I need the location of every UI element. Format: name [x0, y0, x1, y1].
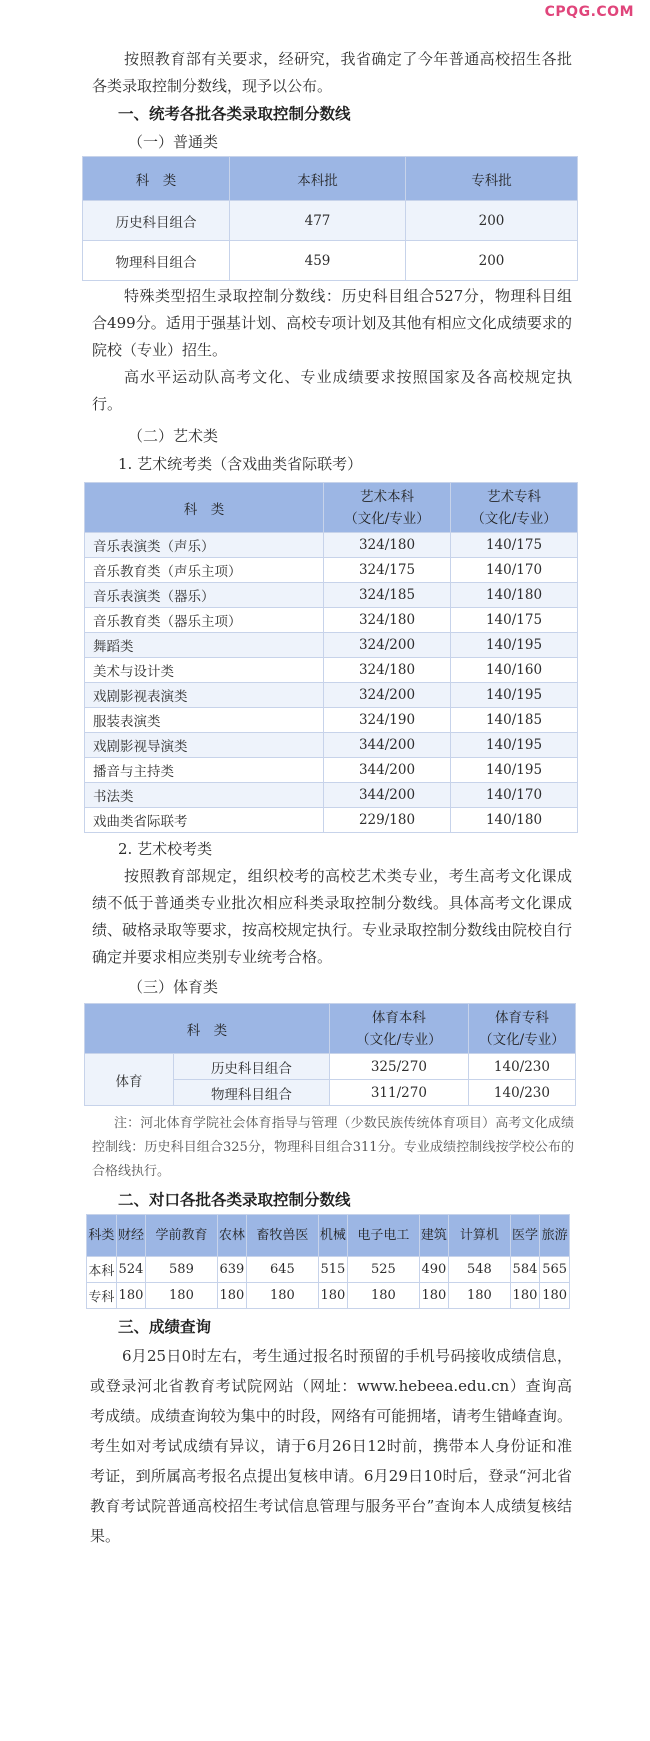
subject-cell: 历史科目组合	[174, 1054, 330, 1080]
score-cell: 180	[247, 1283, 318, 1309]
score-cell: 180	[449, 1283, 510, 1309]
vocational-header-cell: 农林	[217, 1215, 247, 1257]
vocational-header-cell: 财经	[116, 1215, 146, 1257]
score-cell: 324/180	[324, 533, 451, 558]
score-cell: 645	[247, 1257, 318, 1283]
subject-cell: 历史科目组合	[83, 201, 230, 241]
sports-header-college-line2: （文化/专业）	[479, 1031, 565, 1048]
score-cell: 477	[230, 201, 406, 241]
score-cell: 525	[348, 1257, 419, 1283]
general-header-undergrad: 本科批	[230, 157, 406, 201]
score-cell: 200	[406, 241, 578, 281]
table-row	[85, 808, 578, 833]
score-cell: 140/195	[451, 758, 578, 783]
subject-cell: 戏剧影视导演类	[85, 733, 324, 758]
score-cell: 180	[540, 1283, 570, 1309]
art-header-college	[451, 483, 578, 533]
sports-team-paragraph: 高水平运动队高考文化、专业成绩要求按照国家及各高校规定执行。	[92, 368, 572, 413]
art-header-college-line1: 艺术专科	[487, 488, 541, 505]
art-school-paragraph: 按照教育部规定，组织校考的高校艺术类专业，考生高考文化课成绩不低于普通类专业批次相应科类录取控制分数线。具体高考文化课成绩、破格录取等要求，按高校规定执行。专业录取控制分数线由院校自行确定并要求相应类别专业统考合格。	[92, 867, 573, 966]
score-cell: 140/180	[451, 583, 578, 608]
score-cell: 140/195	[451, 733, 578, 758]
vocational-header-cell: 畜牧兽医	[247, 1215, 318, 1257]
vocational-score-table	[86, 1214, 570, 1309]
table-row	[85, 558, 578, 583]
score-cell: 524	[116, 1257, 146, 1283]
score-cell: 490	[419, 1257, 449, 1283]
score-cell: 459	[230, 241, 406, 281]
art-school-title: 2. 艺术校考类	[118, 840, 213, 858]
intro-paragraph: 按照教育部有关要求，经研究，我省确定了今年普通高校招生各批各类录取控制分数线，现予以公布。	[92, 50, 572, 95]
score-cell: 140/175	[451, 608, 578, 633]
sports-header-undergrad-line1: 体育本科	[371, 1009, 426, 1026]
art-table-body	[85, 533, 578, 833]
score-cell: 584	[510, 1257, 540, 1283]
art-category-title: （二）艺术类	[128, 427, 219, 445]
score-cell: 565	[540, 1257, 570, 1283]
score-cell: 548	[449, 1257, 510, 1283]
vocational-header-cell: 科类	[87, 1215, 117, 1257]
art-header-college-line2: （文化/专业）	[471, 510, 557, 527]
art-header-undergrad-line1: 艺术本科	[360, 488, 414, 505]
score-cell: 180	[116, 1283, 146, 1309]
score-cell: 180	[146, 1283, 217, 1309]
score-cell: 140/175	[451, 533, 578, 558]
table-row	[85, 783, 578, 808]
table-row	[85, 733, 578, 758]
subject-cell: 物理科目组合	[83, 241, 230, 281]
section2-title: 二、对口各批各类录取控制分数线	[118, 1191, 351, 1209]
vocational-header-cell: 建筑	[419, 1215, 449, 1257]
subject-cell: 服装表演类	[85, 708, 324, 733]
general-score-table	[82, 156, 578, 281]
table-row	[85, 533, 578, 558]
table-row	[85, 608, 578, 633]
table-row	[85, 1054, 576, 1080]
vocational-header-cell: 学前教育	[146, 1215, 217, 1257]
subject-cell: 舞蹈类	[85, 633, 324, 658]
subject-cell: 音乐表演类（器乐）	[85, 583, 324, 608]
table-row	[85, 683, 578, 708]
subject-cell: 音乐教育类（器乐主项）	[85, 608, 324, 633]
sports-header-college	[468, 1004, 575, 1054]
score-cell: 140/195	[451, 683, 578, 708]
site-watermark: CPQG.COM	[544, 4, 634, 20]
sports-note: 注：河北体育学院社会体育指导与管理（少数民族传统体育项目）高考文化成绩控制线：历史科目组合325分，物理科目组合311分。专业成绩控制线按学校公布的合格线执行。	[92, 1116, 574, 1179]
score-cell: 200	[406, 201, 578, 241]
general-category-title: （一）普通类	[128, 133, 219, 151]
sports-score-table	[84, 1003, 576, 1106]
vocational-header-cell: 医学	[510, 1215, 540, 1257]
sports-header-college-line1: 体育专科	[494, 1009, 549, 1026]
score-cell: 639	[217, 1257, 247, 1283]
sports-category-cell: 体育	[85, 1054, 174, 1106]
score-query-paragraph: 6月25日0时左右，考生通过报名时预留的手机号码接收成绩信息，或登录河北省教育考试院网站（网址：www.hebeea.edu.cn）查询高考成绩。成绩查询较为集中的时段，网络有可能拥堵，请考生错峰查询。考生如对考试成绩有异议，请于6月26日12时前，携带本人身份证和准考证，到所属高考报名点提出复核申请。6月29日10时后，登录“河北省教育考试院普通高校招生考试信息管理与服务平台”查询本人成绩复核结果。	[90, 1347, 572, 1545]
section3-title: 三、成绩查询	[118, 1318, 212, 1336]
table-row	[83, 201, 578, 241]
table-row	[87, 1257, 570, 1283]
score-cell: 229/180	[324, 808, 451, 833]
vocational-header-cell: 计算机	[449, 1215, 510, 1257]
score-cell: 180	[510, 1283, 540, 1309]
general-header-subject: 科 类	[83, 157, 230, 201]
score-cell: 311/270	[329, 1080, 468, 1106]
score-cell: 344/200	[324, 758, 451, 783]
score-cell: 324/200	[324, 683, 451, 708]
art-header-undergrad	[324, 483, 451, 533]
score-cell: 344/200	[324, 733, 451, 758]
score-cell: 324/180	[324, 608, 451, 633]
score-cell: 325/270	[329, 1054, 468, 1080]
score-cell: 140/180	[451, 808, 578, 833]
subject-cell: 书法类	[85, 783, 324, 808]
track-cell: 本科	[87, 1257, 117, 1283]
vocational-header-cell: 机械	[318, 1215, 348, 1257]
sports-header-undergrad	[329, 1004, 468, 1054]
table-row	[85, 758, 578, 783]
score-cell: 180	[348, 1283, 419, 1309]
subject-cell: 美术与设计类	[85, 658, 324, 683]
score-cell: 324/200	[324, 633, 451, 658]
art-header-subject: 科 类	[85, 483, 324, 533]
score-cell: 180	[318, 1283, 348, 1309]
subject-cell: 音乐表演类（声乐）	[85, 533, 324, 558]
subject-cell: 戏曲类省际联考	[85, 808, 324, 833]
score-cell: 140/160	[451, 658, 578, 683]
sports-category-title: （三）体育类	[128, 978, 219, 996]
score-cell: 324/185	[324, 583, 451, 608]
vocational-header-cell: 旅游	[540, 1215, 570, 1257]
score-cell: 324/180	[324, 658, 451, 683]
score-cell: 589	[146, 1257, 217, 1283]
subject-cell: 播音与主持类	[85, 758, 324, 783]
vocational-header-row	[87, 1215, 570, 1257]
score-cell: 140/195	[451, 633, 578, 658]
score-cell: 140/230	[468, 1080, 575, 1106]
score-cell: 140/170	[451, 558, 578, 583]
table-row	[85, 633, 578, 658]
table-row	[87, 1283, 570, 1309]
score-cell: 324/175	[324, 558, 451, 583]
score-cell: 515	[318, 1257, 348, 1283]
score-cell: 180	[419, 1283, 449, 1309]
general-header-college: 专科批	[406, 157, 578, 201]
score-cell: 140/230	[468, 1054, 575, 1080]
table-row	[85, 583, 578, 608]
subject-cell: 物理科目组合	[174, 1080, 330, 1106]
subject-cell: 音乐教育类（声乐主项）	[85, 558, 324, 583]
sports-header-undergrad-line2: （文化/专业）	[356, 1031, 442, 1048]
score-cell: 140/185	[451, 708, 578, 733]
art-score-table	[84, 482, 578, 833]
track-cell: 专科	[87, 1283, 117, 1309]
table-row	[85, 658, 578, 683]
score-cell: 344/200	[324, 783, 451, 808]
sports-header-subject: 科 类	[85, 1004, 330, 1054]
table-row	[85, 708, 578, 733]
score-cell: 180	[217, 1283, 247, 1309]
score-cell: 324/190	[324, 708, 451, 733]
table-row	[83, 241, 578, 281]
section1-title: 一、统考各批各类录取控制分数线	[118, 105, 351, 123]
subject-cell: 戏剧影视表演类	[85, 683, 324, 708]
special-type-paragraph: 特殊类型招生录取控制分数线：历史科目组合527分，物理科目组合499分。适用于强基计划、高校专项计划及其他有相应文化成绩要求的院校（专业）招生。	[92, 287, 572, 359]
vocational-header-cell: 电子电工	[348, 1215, 419, 1257]
art-header-undergrad-line2: （文化/专业）	[344, 510, 430, 527]
art-unified-title: 1. 艺术统考类（含戏曲类省际联考）	[118, 455, 363, 473]
score-cell: 140/170	[451, 783, 578, 808]
